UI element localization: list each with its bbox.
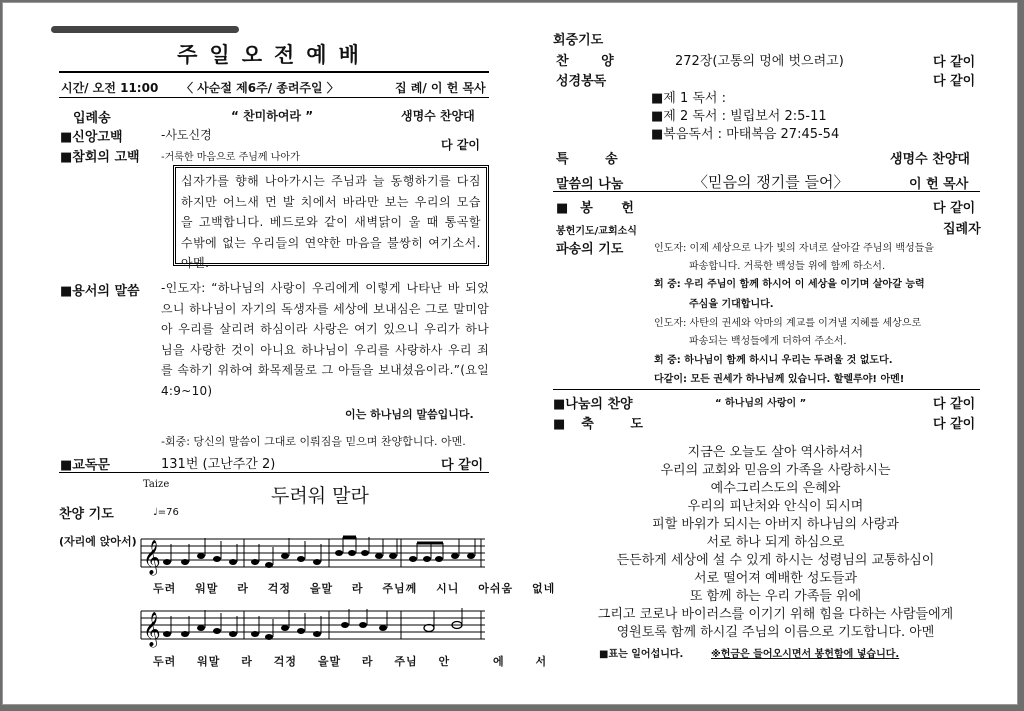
blessing-line: 우리의 교회와 믿음의 가족을 사랑하시는: [660, 463, 891, 478]
service-title: 주일오전예배: [177, 43, 371, 67]
info-rule: [59, 97, 489, 98]
blessing-line: 우리의 피난처와 안식이 되시며: [687, 499, 864, 514]
prayer-label: 회중기도: [553, 33, 604, 48]
blessing-line: 든든하게 세상에 설 수 있게 하시는 성령님의 교통하심이: [616, 553, 935, 568]
offering-note: 다 같이: [933, 201, 976, 216]
fellowship-rule: [59, 472, 489, 473]
reading-1: ■제 1 독서 :: [651, 91, 727, 106]
sharing-note: 다 같이: [933, 397, 976, 412]
service-time: 시간/ 오전 11:00: [61, 81, 159, 95]
lyric-word: 워말: [195, 582, 219, 595]
confession-box: 십자가를 향해 나아가시는 주님과 늘 동행하기를 다짐하지만 어느새 먼 발 치에서 바라만 보는 우리의 모습을 고백합니다. 베드로와 같이 새벽닭이 울 때 통곡할 수밖에 없는 우리들의 연약한 마음을 불쌍히 여기소서. 아멘.: [173, 165, 489, 266]
blessing-line: 예수그리스도의 은혜와: [710, 481, 841, 496]
praise-label: 찬양 기도: [59, 507, 114, 522]
lyric-word: 라: [351, 582, 364, 595]
reading-3: ■복음독서 : 마태복음 27:45-54: [651, 127, 840, 142]
creed-label: ■신앙고백: [60, 130, 123, 145]
sending-line-5: 다같이: 모든 권세가 하나님께 있습니다. 할렐루야! 아멘!: [654, 374, 905, 385]
sharing-label: ■나눔의 찬양: [553, 397, 633, 412]
sending-rule: [553, 389, 980, 390]
header-bar: [51, 26, 239, 33]
blessing-line: 그리고 코로나 바이러스를 이기기 위해 힘을 다하는 사람들에게: [597, 607, 954, 622]
sending-line-1b: 파송합니다. 거룩한 백성들 위에 함께 하소서.: [689, 261, 886, 272]
sending-line-3b: 파송되는 백성들에게 더하여 주소서.: [689, 336, 847, 347]
lyric-word: 라: [237, 582, 249, 595]
music-staff-1: [139, 529, 489, 577]
sharing-title: “ 하나님의 사랑이 ”: [715, 398, 807, 409]
lyrics-line-1: [153, 580, 555, 596]
lyric-word: 걱정: [267, 582, 291, 595]
confession-label: ■참회의 고백: [60, 150, 140, 165]
blessing-note: 다 같이: [933, 417, 976, 432]
creed-note: 다 같이: [441, 138, 480, 152]
fellowship-note: 다 같이: [441, 458, 484, 473]
lyric-word: 안: [438, 655, 451, 668]
sermon-rule: [553, 191, 980, 192]
lyric-word: 을말: [317, 655, 342, 668]
lyric-word: 서: [535, 655, 548, 668]
title-rule: [59, 71, 489, 73]
treble-clef-icon: 𝄞: [143, 540, 161, 575]
blessing-line: 서로 떨어져 예배한 성도들과: [693, 571, 858, 586]
music-staff-2: [139, 601, 489, 649]
creed-text: -사도신경: [161, 128, 212, 142]
sending-label: 파송의 기도: [556, 242, 624, 257]
blessing-line: 서로 하나 되게 하심으로: [706, 535, 845, 550]
pardon-closing: 이는 하나님의 말씀입니다.: [345, 408, 474, 421]
news-label: 봉헌기도/교회소식: [556, 226, 637, 237]
lyric-word: 두려: [153, 655, 177, 668]
blessing-line: 피할 바위가 되시는 아버지 하나님의 사랑과: [652, 517, 899, 532]
blessing-line: 영원토록 함께 하시길 주님의 이름으로 기도합니다. 아멘: [616, 625, 935, 640]
lyric-word: 시니: [436, 582, 460, 595]
lyric-word: 라: [241, 655, 253, 668]
tempo: ♩=76: [153, 507, 179, 518]
reading-2: ■제 2 독서 : 빌립보서 2:5-11: [651, 109, 827, 124]
special-label: 특 송: [556, 152, 634, 167]
lyric-word: 주님: [394, 655, 418, 668]
hymn-label: 찬 양: [556, 54, 628, 69]
sending-line-2a: 회 중: 우리 주님이 함께 하시어 이 세상을 이기며 살아갈 능력: [654, 279, 925, 290]
pardon-label: ■용서의 말씀: [60, 284, 140, 299]
lyric-word: 에: [493, 655, 505, 668]
sending-line-3a: 인도자: 사탄의 권세와 악마의 계교를 이겨낼 지혜를 세상으로: [654, 318, 922, 329]
footer-offering-note: ※헌금은 들어오시면서 봉헌함에 넣습니다.: [711, 649, 900, 660]
sending-line-2b: 주심을 기대합니다.: [689, 299, 774, 310]
lyric-word: 걱정: [273, 655, 297, 668]
special-choir: 생명수 찬양대: [890, 152, 970, 167]
blessing-line: 지금은 오늘도 살아 역사하셔서: [687, 445, 864, 460]
pardon-response: -회중: 당신의 말씀이 그대로 이뤄짐을 믿으며 찬양합니다. 아멘.: [161, 435, 466, 448]
fellowship-text: 131번 (고난주간 2): [161, 457, 276, 472]
sending-line-1a: 인도자: 이제 세상으로 나가 빛의 자녀로 살아갈 주님의 백성들을: [654, 243, 934, 254]
opening-hymn-label: 입례송: [73, 111, 111, 126]
sermon-title: 〈믿음의 쟁기를 들어〉: [693, 173, 849, 191]
lyrics-line-2: [153, 653, 547, 669]
lyric-word: 두려: [153, 582, 177, 595]
reading-label: 성경봉독: [556, 74, 607, 89]
sermon-label: 말씀의 나눔: [556, 177, 624, 192]
opening-hymn-title: “ 찬미하여라 ”: [231, 109, 314, 123]
opening-hymn-choir: 생명수 찬양대: [401, 109, 475, 123]
sermon-preacher: 이 헌 목사: [909, 177, 969, 192]
confession-subtitle: -거룩한 마음으로 주님께 나아가: [161, 152, 300, 163]
reading-note: 다 같이: [933, 74, 976, 89]
hymn-text: 272장(고통의 멍에 벗으려고): [675, 54, 844, 69]
lyric-word: 라: [361, 655, 374, 668]
news-by: 집례자: [943, 222, 981, 237]
lyric-word: 을말: [309, 582, 334, 595]
praise-subtitle: (자리에 앉아서): [59, 535, 137, 548]
hymn-note: 다 같이: [933, 55, 976, 70]
treble-clef-icon: 𝄞: [143, 612, 161, 647]
blessing-label: ■축 도: [553, 417, 659, 432]
blessing-line: 또 함께 하는 우리 가족들 위에: [689, 589, 862, 604]
sending-line-4: 회 중: 하나님이 함께 하시니 우리는 두려울 것 없도다.: [654, 355, 893, 366]
fellowship-label: ■교독문: [60, 458, 110, 473]
lyric-word: 워말: [197, 655, 221, 668]
lyric-word: 주님께: [382, 582, 418, 595]
footer-standing-note: ■표는 일어섭니다.: [599, 649, 684, 660]
bulletin-page: [2, 2, 1018, 705]
song-title: 두려워 말라: [271, 485, 369, 507]
composer: Taize: [143, 479, 170, 490]
liturgical-season: 〈 사순절 제6주/ 종려주일 〉: [181, 81, 339, 95]
lyric-word: 없네: [531, 582, 556, 595]
lyric-word: 아쉬움: [478, 582, 514, 595]
service-leader: 집 례/ 이 헌 목사: [395, 81, 486, 95]
pardon-text: -인도자: “하나님의 사랑이 우리에게 이렇게 나타난 바 되었으니 하나님이 자기의 독생자를 세상에 보내심은 그로 말미암아 우리를 살리려 하심이라 사랑은 여기 있으니 우리가 하나님을 사랑한 것이 아니요 하나님이 우리를 사랑하사 우리 죄를 속하기 위하여 화목제물로 그 아들을 보내셨음이라.”(요일 4:9~10): [161, 281, 489, 398]
offering-label: ■봉 헌: [556, 201, 646, 216]
